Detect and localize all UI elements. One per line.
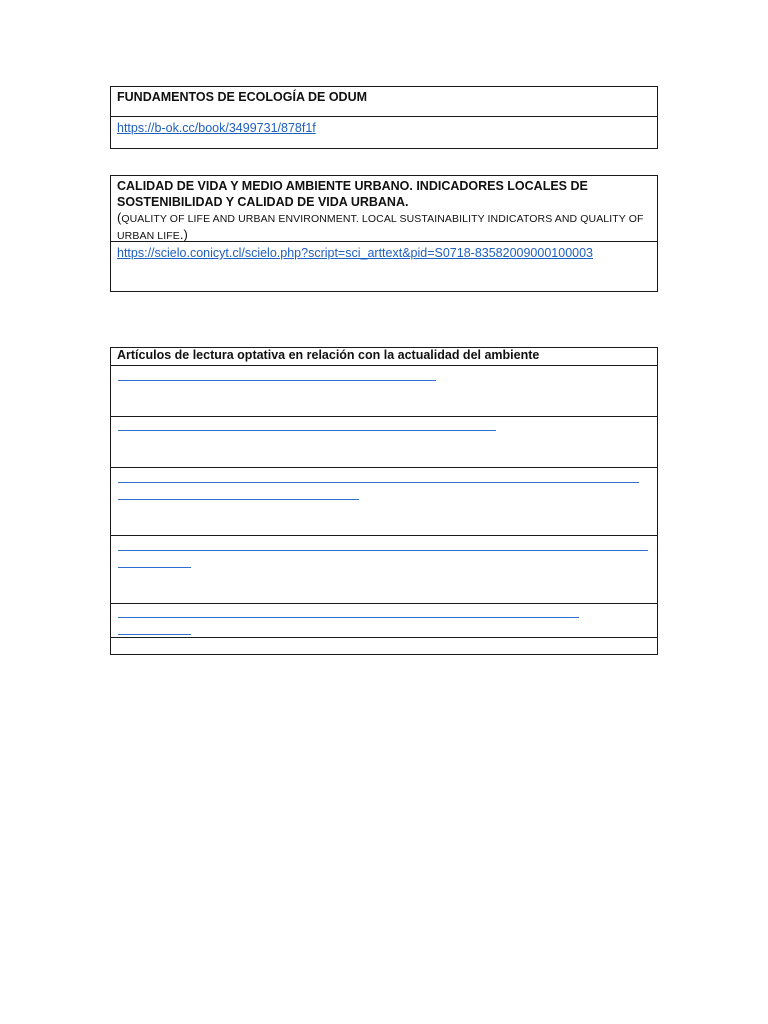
table-row-link-4 xyxy=(111,535,657,603)
book-title: FUNDAMENTOS DE ECOLOGÍA DE ODUM xyxy=(117,90,368,104)
table-row-link xyxy=(111,116,657,148)
hidden-link-underline[interactable] xyxy=(118,380,436,381)
hidden-link-underline[interactable] xyxy=(118,430,496,431)
hidden-link-underline[interactable] xyxy=(118,482,639,483)
article-title-text: CALIDAD DE VIDA Y MEDIO AMBIENTE URBANO. INDICADORES LOCALES DE SOSTENIBILIDAD Y CALIDAD DE VIDA URBANA. xyxy=(117,179,588,209)
hidden-link-underline[interactable] xyxy=(118,499,359,500)
subtitle-close-paren: .) xyxy=(179,227,188,242)
table-row-empty xyxy=(111,637,657,654)
reference-table-urban-quality xyxy=(110,175,658,292)
article-subtitle: QUALITY OF LIFE AND URBAN ENVIRONMENT. LOCAL SUSTAINABILITY INDICATORS AND QUALITY OF URBAN LIFE xyxy=(117,213,644,242)
hidden-link-underline[interactable] xyxy=(118,634,191,635)
optional-readings-title: Artículos de lectura optativa en relación con la actualidad del ambiente xyxy=(117,348,540,362)
hidden-link-underline[interactable] xyxy=(118,567,191,568)
table-row-link-2 xyxy=(111,416,657,467)
table-row-title xyxy=(111,87,657,116)
book-link[interactable]: https://b-ok.cc/book/3499731/878f1f xyxy=(117,121,316,135)
table-row-link xyxy=(111,241,657,291)
table-row-link-1 xyxy=(111,365,657,416)
table-row-title xyxy=(111,348,657,365)
table-row-link-3 xyxy=(111,467,657,535)
subtitle-open-paren: ( xyxy=(117,210,122,225)
hidden-link-underline[interactable] xyxy=(118,550,648,551)
optional-readings-table xyxy=(110,347,658,655)
hidden-link-underline[interactable] xyxy=(118,617,579,618)
article-link[interactable]: https://scielo.conicyt.cl/scielo.php?script=sci_arttext&pid=S0718-83582009000100003 xyxy=(117,246,594,260)
table-row-title xyxy=(111,176,657,241)
table-row-link-5 xyxy=(111,603,657,637)
reference-table-odum xyxy=(110,86,658,149)
article-title xyxy=(117,176,651,244)
